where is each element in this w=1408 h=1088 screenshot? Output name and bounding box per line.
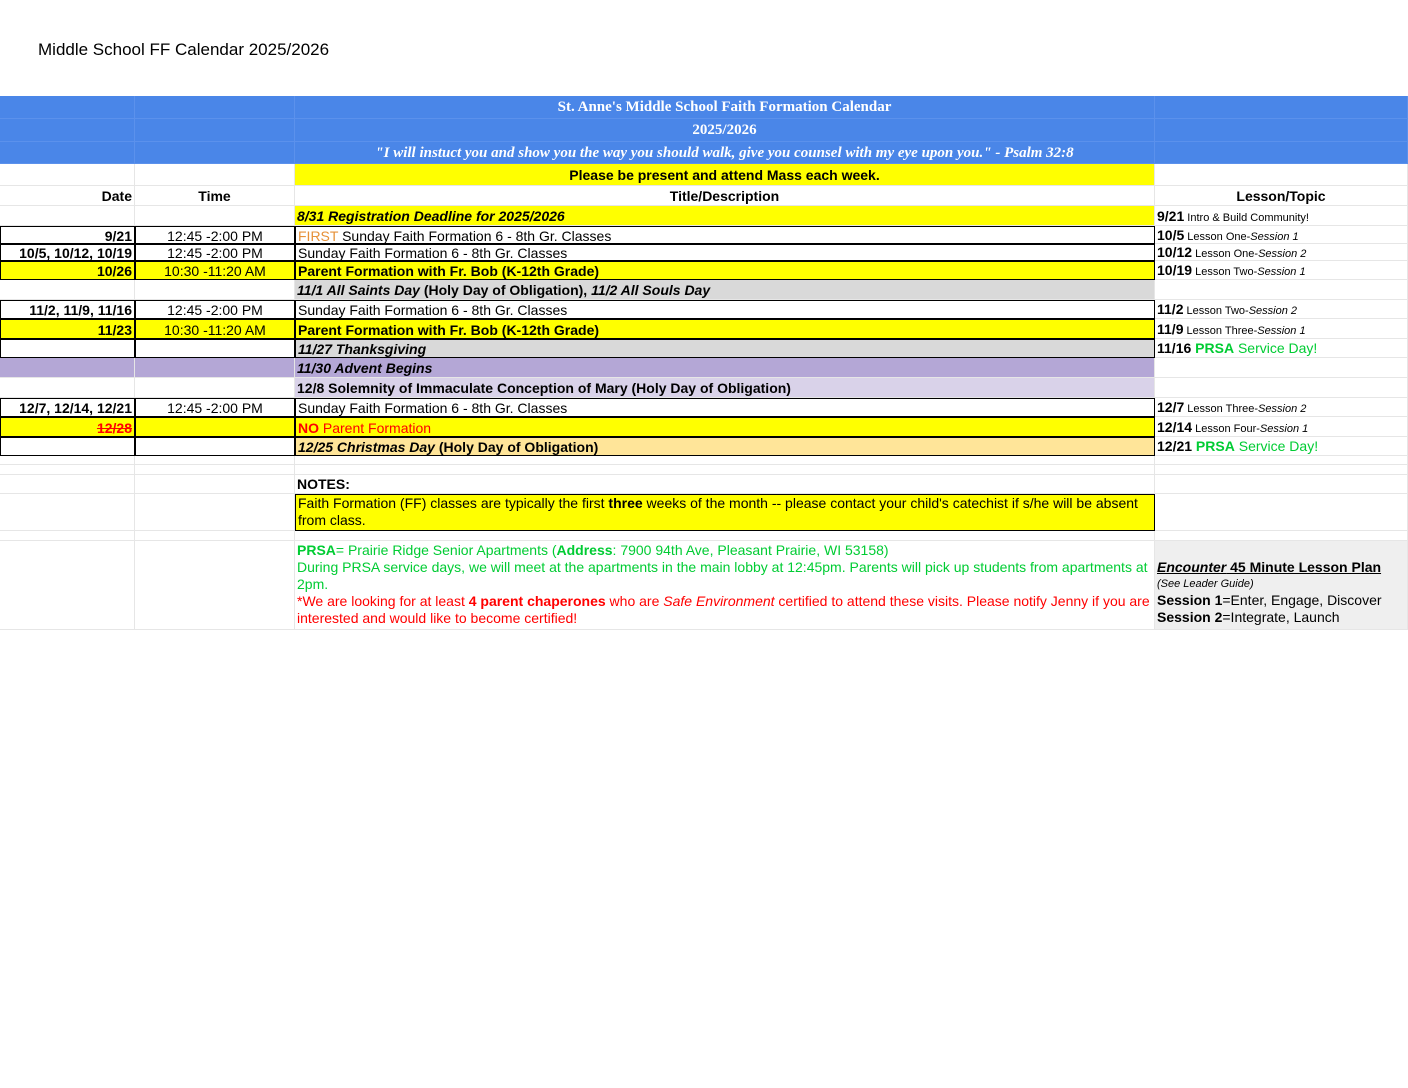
- cell: [135, 206, 295, 226]
- event-title: [295, 417, 1155, 437]
- cell: [1155, 475, 1408, 494]
- table-row: [0, 417, 1408, 437]
- event-title: Parent Formation with Fr. Bob (K-12th Grade): [295, 261, 1155, 280]
- lesson-text: Lesson Four-: [1192, 423, 1260, 435]
- session-one-line: [1157, 592, 1405, 609]
- chaperone-text: *We are looking for at least: [297, 593, 469, 609]
- cell: [0, 475, 135, 494]
- lesson-plan-box: [1155, 541, 1408, 630]
- leader-guide-note: (See Leader Guide): [1157, 578, 1254, 590]
- lesson-session: Session 1: [1250, 231, 1299, 243]
- lesson-date: 10/12: [1157, 244, 1193, 260]
- spacer-row: [0, 531, 1408, 541]
- cell: [135, 119, 295, 142]
- table-row: [0, 378, 1408, 398]
- service-day-note: During PRSA service days, we will meet at the apartments in the main lobby at 12:45pm. Parents will pick up students from apartments at 2pm.: [297, 559, 1148, 592]
- calendar-sheet: [0, 96, 1408, 630]
- cell: [135, 465, 295, 475]
- cell: [0, 164, 135, 186]
- prsa-note-row: [0, 541, 1408, 630]
- lesson-cell: [1155, 319, 1408, 339]
- no-label: NO: [298, 420, 319, 436]
- lesson-date: 11/16: [1157, 340, 1192, 356]
- lesson-text: Lesson Three-: [1184, 403, 1259, 415]
- lesson-session: Session 2: [1258, 403, 1307, 415]
- lesson-text: Lesson One-: [1192, 248, 1259, 260]
- event-title: [295, 437, 1155, 456]
- prsa-acronym: PRSA: [297, 542, 336, 558]
- spacer-row: [0, 465, 1408, 475]
- encounter-label: Encounter: [1157, 559, 1227, 575]
- cell: [135, 142, 295, 164]
- ff-note-text: weeks of the month -- please contact your child's catechist if s/he will be absent from class.: [298, 495, 1138, 528]
- lesson-cell: [1155, 437, 1408, 456]
- event-title: 8/31 Registration Deadline for 2025/2026: [295, 206, 1155, 226]
- cell: [295, 531, 1155, 541]
- cell: [0, 119, 135, 142]
- lesson-plan-title: [1157, 558, 1405, 576]
- prsa-label: PRSA: [1191, 340, 1235, 356]
- cell: [0, 437, 135, 456]
- cell: [295, 456, 1155, 465]
- service-day-label: Service Day!: [1234, 438, 1319, 454]
- cell: [135, 339, 295, 358]
- document-title: Middle School FF Calendar 2025/2026: [38, 40, 330, 59]
- cell: [1155, 142, 1408, 164]
- session-one-label: Session 1: [1157, 592, 1223, 608]
- lesson-cell: [1155, 244, 1408, 261]
- banner-title-row: [0, 96, 1408, 119]
- event-date: 9/21: [0, 226, 135, 244]
- lesson-cell: [1155, 206, 1408, 226]
- event-title: [295, 226, 1155, 244]
- table-row: [0, 244, 1408, 261]
- event-date: 10/26: [0, 261, 135, 280]
- cell: [1155, 378, 1408, 398]
- mass-notice-row: [0, 164, 1408, 186]
- cell: [135, 96, 295, 119]
- event-title: [295, 280, 1155, 300]
- session-two-line: [1157, 609, 1405, 626]
- event-title: Sunday Faith Formation 6 - 8th Gr. Classes: [295, 244, 1155, 261]
- lesson-session: Session 2: [1248, 305, 1298, 317]
- banner-year-row: [0, 119, 1408, 142]
- ff-note-text: Faith Formation (FF) classes are typically the first: [298, 495, 609, 511]
- event-title: 12/8 Solemnity of Immaculate Conception of Mary (Holy Day of Obligation): [295, 378, 1155, 398]
- lesson-plan-label: 45 Minute Lesson Plan: [1226, 559, 1382, 575]
- banner-verse-row: [0, 142, 1408, 164]
- safe-environment-label: Safe Environment: [663, 593, 775, 609]
- lesson-date: 12/21: [1157, 438, 1193, 454]
- event-time: 12:45 -2:00 PM: [135, 226, 295, 244]
- cell: [1155, 456, 1408, 465]
- lesson-session: Session 1: [1257, 325, 1306, 337]
- table-row: [0, 300, 1408, 319]
- cell: [0, 456, 135, 465]
- header-date: Date: [0, 186, 135, 206]
- event-time: 10:30 -11:20 AM: [135, 319, 295, 339]
- lesson-session: Session 1: [1259, 423, 1309, 435]
- session-one-text: =Enter, Engage, Discover: [1222, 592, 1382, 608]
- lesson-text: Lesson Two-: [1183, 305, 1249, 317]
- cell: [295, 465, 1155, 475]
- table-row: [0, 280, 1408, 300]
- lesson-date: 11/9: [1157, 321, 1184, 337]
- event-title-part: 11/2 All Souls Day: [591, 282, 711, 298]
- table-row: [0, 358, 1408, 378]
- service-day-label: Service Day!: [1234, 340, 1318, 356]
- cell: [0, 339, 135, 358]
- session-two-text: =Integrate, Launch: [1222, 609, 1340, 625]
- chaperone-text: certified to attend these visits. Please notify Jenny if you are interested and would like to become certified!: [297, 593, 1150, 626]
- cell: [1155, 494, 1408, 531]
- calendar-year: 2025/2026: [295, 119, 1155, 142]
- cell: [135, 417, 295, 437]
- cell: [0, 96, 135, 119]
- notes-heading-row: [0, 475, 1408, 494]
- lesson-date: 11/2: [1157, 301, 1184, 317]
- event-title-part: (Holy Day of Obligation),: [419, 282, 592, 298]
- lesson-date: 12/7: [1157, 399, 1185, 415]
- event-title-text: Parent Formation: [319, 420, 432, 436]
- event-title-text: Sunday Faith Formation 6 - 8th Gr. Classes: [338, 228, 612, 244]
- cell: [135, 437, 295, 456]
- cell: [1155, 96, 1408, 119]
- address-label: Address: [556, 542, 613, 558]
- cell: [135, 358, 295, 378]
- event-title: Parent Formation with Fr. Bob (K-12th Grade): [295, 319, 1155, 339]
- event-time: 12:45 -2:00 PM: [135, 398, 295, 417]
- event-title: 11/30 Advent Begins: [295, 358, 1155, 378]
- event-time: 12:45 -2:00 PM: [135, 300, 295, 319]
- lesson-text: Intro & Build Community!: [1184, 212, 1309, 224]
- cell: [1155, 465, 1408, 475]
- scripture-verse: "I will instuct you and show you the way you should walk, give you counsel with my eye upon you." - Psalm 32:8: [295, 142, 1155, 164]
- event-title: Sunday Faith Formation 6 - 8th Gr. Classes: [295, 300, 1155, 319]
- cell: [0, 494, 135, 531]
- table-row: [0, 398, 1408, 417]
- ff-note: [295, 494, 1155, 531]
- table-row: [0, 437, 1408, 456]
- cell: [135, 531, 295, 541]
- lesson-date: 10/19: [1157, 262, 1193, 278]
- event-date: 11/2, 11/9, 11/16: [0, 300, 135, 319]
- lesson-cell: [1155, 417, 1408, 437]
- event-date: 12/7, 12/14, 12/21: [0, 398, 135, 417]
- table-row: [0, 261, 1408, 280]
- table-row: [0, 226, 1408, 244]
- ff-note-row: [0, 494, 1408, 531]
- prsa-label: PRSA: [1192, 438, 1235, 454]
- cell: [0, 531, 135, 541]
- session-two-label: Session 2: [1157, 609, 1223, 625]
- lesson-date: 12/14: [1157, 419, 1193, 435]
- prsa-text: = Prairie Ridge Senior Apartments (: [335, 542, 557, 558]
- calendar-title: St. Anne's Middle School Faith Formation Calendar: [295, 96, 1155, 119]
- lesson-session: Session 2: [1258, 248, 1307, 260]
- lesson-cell: [1155, 398, 1408, 417]
- chaperone-text: who are: [605, 593, 664, 609]
- cell: [135, 494, 295, 531]
- cell: [135, 378, 295, 398]
- cell: [135, 475, 295, 494]
- cell: [1155, 119, 1408, 142]
- cell: [0, 280, 135, 300]
- cell: [0, 142, 135, 164]
- first-label: FIRST: [298, 228, 339, 244]
- cancelled-date: 12/28: [96, 420, 132, 436]
- lesson-cell: [1155, 300, 1408, 319]
- event-title-part: (Holy Day of Obligation): [434, 439, 599, 455]
- cell: [1155, 531, 1408, 541]
- header-time: Time: [135, 186, 295, 206]
- table-row: [0, 339, 1408, 358]
- header-title: Title/Description: [295, 186, 1155, 206]
- cell: [1155, 164, 1408, 186]
- cell: [135, 541, 295, 630]
- cell: [135, 280, 295, 300]
- notes-heading: NOTES:: [295, 475, 1155, 494]
- table-row: [0, 319, 1408, 339]
- header-lesson: Lesson/Topic: [1155, 186, 1408, 206]
- event-title-part: 11/1 All Saints Day: [297, 282, 420, 298]
- cell: [1155, 358, 1408, 378]
- event-date: [0, 417, 135, 437]
- chaperone-count: 4 parent chaperones: [468, 593, 606, 609]
- cell: [135, 456, 295, 465]
- ff-note-emphasis: three: [608, 495, 643, 511]
- event-title: Sunday Faith Formation 6 - 8th Gr. Classes: [295, 398, 1155, 417]
- lesson-text: Lesson Three-: [1183, 325, 1258, 337]
- lesson-cell: [1155, 261, 1408, 280]
- cell: [0, 358, 135, 378]
- prsa-address-line: [297, 542, 1152, 559]
- lesson-date: 9/21: [1157, 208, 1185, 224]
- event-time: 12:45 -2:00 PM: [135, 244, 295, 261]
- event-date: 11/23: [0, 319, 135, 339]
- cell: [135, 164, 295, 186]
- event-time: 10:30 -11:20 AM: [135, 261, 295, 280]
- mass-notice: Please be present and attend Mass each week.: [295, 164, 1155, 186]
- event-date: 10/5, 10/12, 10/19: [0, 244, 135, 261]
- lesson-session: Session 1: [1257, 266, 1306, 278]
- lesson-text: Lesson Two-: [1192, 266, 1258, 278]
- cell: [0, 541, 135, 630]
- lesson-cell: [1155, 226, 1408, 244]
- cell: [0, 465, 135, 475]
- lesson-date: 10/5: [1157, 227, 1185, 243]
- header-row: [0, 186, 1408, 206]
- lesson-cell: [1155, 339, 1408, 358]
- chaperone-note: [297, 593, 1152, 627]
- cell: [1155, 280, 1408, 300]
- spacer-row: [0, 456, 1408, 465]
- prsa-note: [295, 541, 1155, 630]
- event-title: 11/27 Thanksgiving: [295, 339, 1155, 358]
- cell: [0, 378, 135, 398]
- table-row: [0, 206, 1408, 226]
- event-title-part: 12/25 Christmas Day: [298, 439, 435, 455]
- cell: [0, 206, 135, 226]
- address-text: : 7900 94th Ave, Pleasant Prairie, WI 53158): [612, 542, 889, 558]
- lesson-text: Lesson One-: [1184, 231, 1251, 243]
